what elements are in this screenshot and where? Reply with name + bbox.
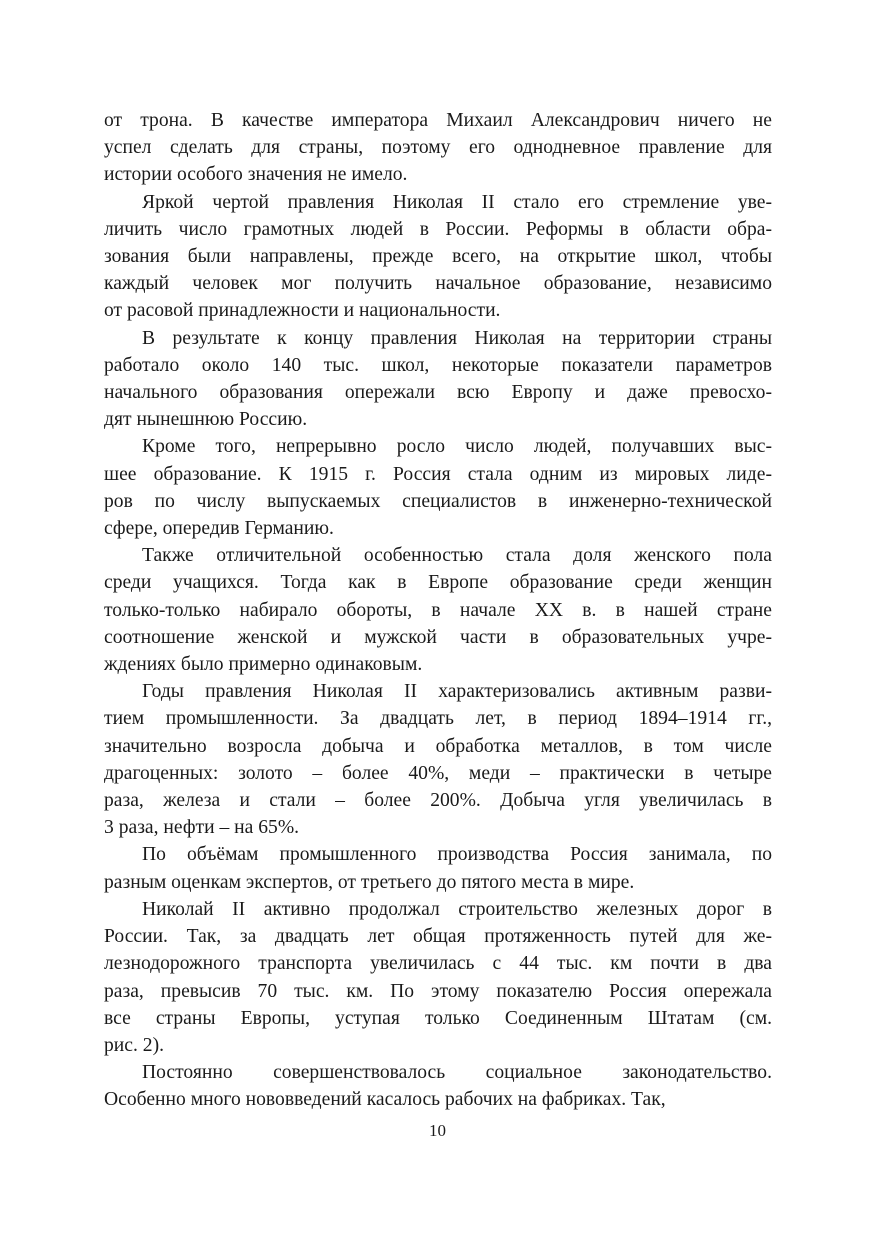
text-line: Постоянно совершенствовалось социальное законодательство. <box>142 1062 772 1084</box>
paragraph <box>104 678 772 841</box>
text-line: от трона. В качестве императора Михаил Александрович ничего не <box>104 110 772 131</box>
text-line: рис. 2). <box>104 1034 164 1056</box>
text-line: все страны Европы, уступая только Соединенным Штатам (см. <box>104 1007 772 1029</box>
text-line: 3 раза, нефти – на 65%. <box>104 817 300 839</box>
paragraph <box>104 1059 772 1113</box>
text-line: лезнодорожного транспорта увеличилась с 44 тыс. км почти в два <box>104 953 772 975</box>
text-line: от расовой принадлежности и национальности. <box>104 300 501 322</box>
paragraph <box>104 433 772 542</box>
text-line: разным оценкам экспертов, от третьего до пятого места в мире. <box>104 871 635 893</box>
text-line: России. Так, за двадцать лет общая протяженность путей для же- <box>104 926 772 948</box>
text-line: личить число грамотных людей в России. Реформы в области обра- <box>104 218 772 240</box>
text-line: Также отличительной особенностью стала доля женского пола <box>142 545 772 567</box>
text-line: Яркой чертой правления Николая II стало его стремление уве- <box>142 191 772 213</box>
text-line: драгоценных: золото – более 40%, меди – практически в четыре <box>104 762 772 784</box>
paragraph <box>104 189 772 325</box>
text-line: ждениях было примерно одинаковым. <box>104 654 423 676</box>
text-line: среди учащихся. Тогда как в Европе образование среди женщин <box>104 572 772 594</box>
text-line: сфере, опередив Германию. <box>104 518 334 540</box>
text-line: значительно возросла добыча и обработка металлов, в том числе <box>104 735 772 757</box>
text-line: истории особого значения не имело. <box>104 164 408 186</box>
text-line: каждый человек мог получить начальное образование, независимо <box>104 273 772 295</box>
paragraph <box>104 542 772 678</box>
text-line: Особенно много нововведений касалось рабочих на фабриках. Так, <box>104 1089 666 1111</box>
text-line: работало около 140 тыс. школ, некоторые показатели параметров <box>104 354 772 376</box>
text-line: раза, превысив 70 тыс. км. По этому показателю Россия опережала <box>104 980 772 1002</box>
text-line: дят нынешнюю Россию. <box>104 409 308 431</box>
paragraph <box>104 325 772 434</box>
text-line: Кроме того, непрерывно росло число людей, получавших выс- <box>142 436 772 458</box>
text-line: Николай II активно продолжал строительство железных дорог в <box>142 898 772 920</box>
text-line: соотношение женской и мужской части в образовательных учре- <box>104 626 772 648</box>
text-line: В результате к концу правления Николая на территории страны <box>142 327 772 349</box>
paragraph <box>104 896 772 1059</box>
document-body <box>104 107 772 1114</box>
paragraph <box>104 841 772 895</box>
text-line: Годы правления Николая II характеризовались активным разви- <box>142 681 772 703</box>
text-line: тием промышленности. За двадцать лет, в период 1894–1914 гг., <box>104 708 772 730</box>
text-line: успел сделать для страны, поэтому его однодневное правление для <box>104 137 772 159</box>
text-line: только-только набирало обороты, в начале XX в. в нашей стране <box>104 599 772 621</box>
text-line: ров по числу выпускаемых специалистов в инженерно-технической <box>104 490 772 512</box>
text-line: раза, железа и стали – более 200%. Добыча угля увеличилась в <box>104 790 772 812</box>
text-line: шее образование. К 1915 г. Россия стала одним из мировых лиде- <box>104 463 772 485</box>
text-line: начального образования опережали всю Европу и даже превосхо- <box>104 382 772 404</box>
text-line: зования были направлены, прежде всего, на открытие школ, чтобы <box>104 246 772 268</box>
paragraph <box>104 107 772 189</box>
page-number: 10 <box>429 1121 446 1140</box>
text-line: По объёмам промышленного производства Россия занимала, по <box>142 844 772 866</box>
